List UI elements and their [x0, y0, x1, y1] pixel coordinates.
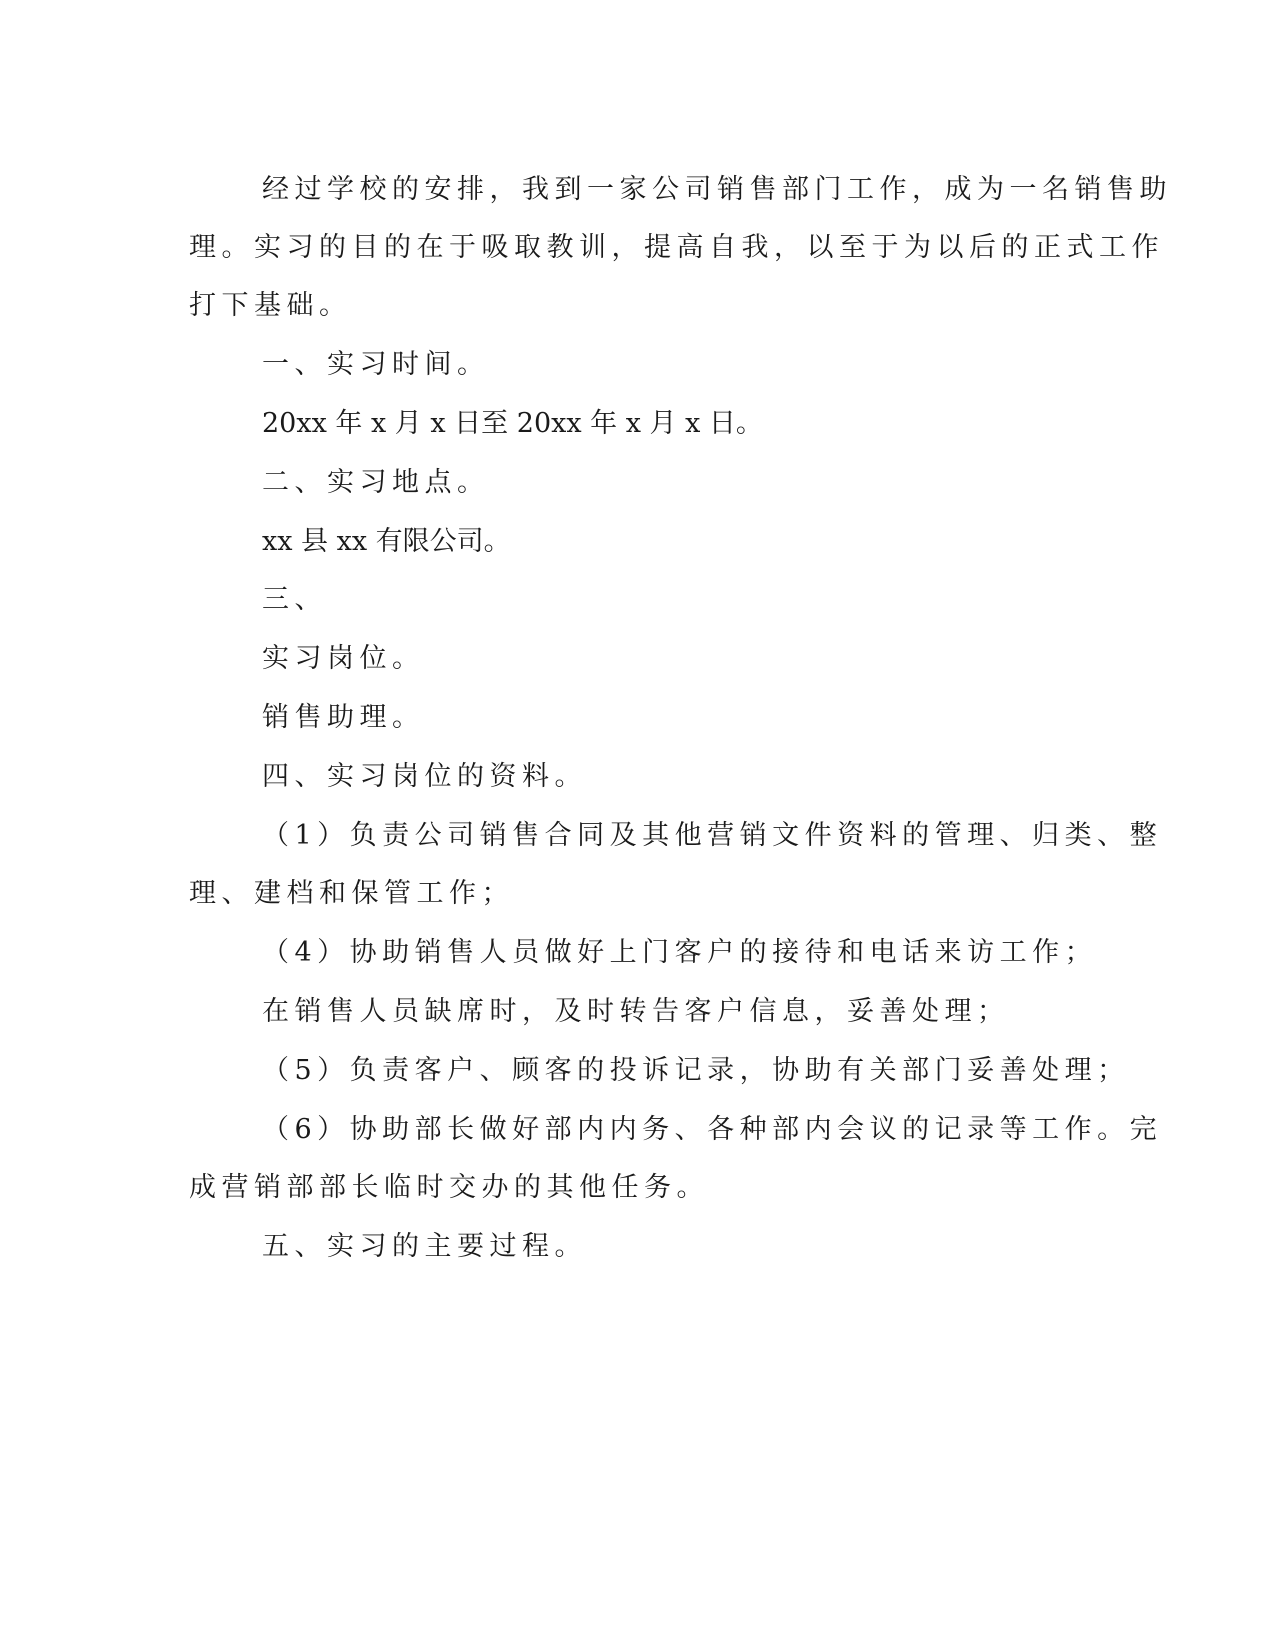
internship-position: 销售助理。 — [262, 702, 425, 733]
duty-item-6-line-1: （6）协助部长做好部内内务、各种部内会议的记录等工作。完 — [262, 1114, 1163, 1145]
section-heading-position-duties: 四、实习岗位的资料。 — [262, 761, 587, 792]
duty-item-6-line-2: 成营销部部长临时交办的其他任务。 — [189, 1172, 709, 1203]
duty-item-4-continued: 在销售人员缺席时，及时转告客户信息，妥善处理； — [262, 996, 1010, 1027]
section-heading-number-three: 三、 — [262, 584, 327, 615]
section-heading-main-process: 五、实习的主要过程。 — [262, 1231, 587, 1262]
duty-item-1-line-1: （1）负责公司销售合同及其他营销文件资料的管理、归类、整 — [262, 820, 1163, 851]
intro-paragraph-line-1: 经过学校的安排，我到一家公司销售部门工作，成为一名销售助 — [262, 174, 1172, 205]
internship-date-range: 20xx 年 x 月 x 日至 20xx 年 x 月 x 日。 — [262, 408, 763, 439]
section-heading-internship-position: 实习岗位。 — [262, 643, 425, 674]
section-heading-internship-time: 一、实习时间。 — [262, 349, 490, 380]
section-heading-internship-location: 二、实习地点。 — [262, 467, 490, 498]
duty-item-4: （4）协助销售人员做好上门客户的接待和电话来访工作； — [262, 937, 1098, 968]
intro-paragraph-line-2: 理。实习的目的在于吸取教训，提高自我，以至于为以后的正式工作 — [189, 232, 1164, 263]
intro-paragraph-line-3: 打下基础。 — [189, 290, 352, 321]
internship-location: xx 县 xx 有限公司。 — [262, 526, 511, 557]
duty-item-1-line-2: 理、建档和保管工作； — [189, 878, 514, 909]
duty-item-5: （5）负责客户、顾客的投诉记录，协助有关部门妥善处理； — [262, 1055, 1130, 1086]
